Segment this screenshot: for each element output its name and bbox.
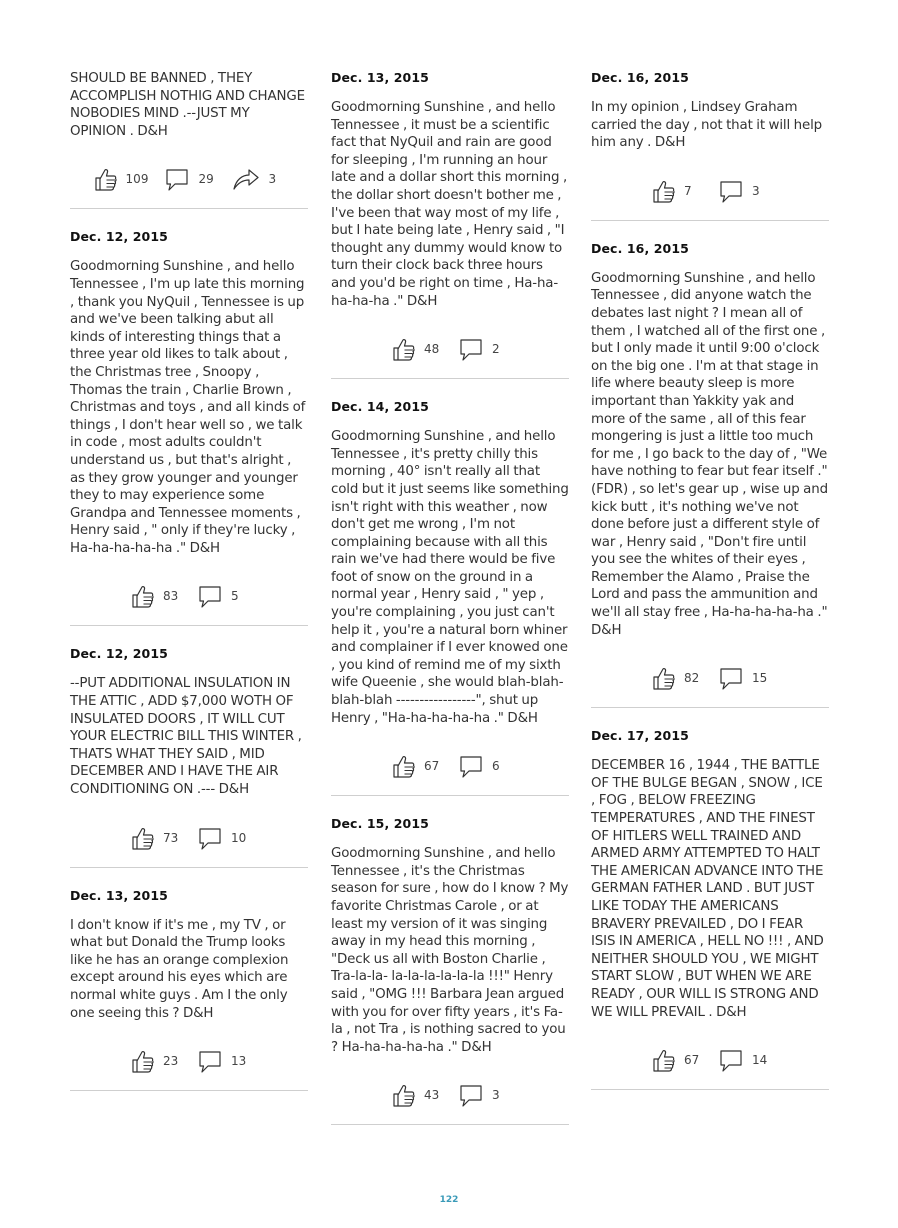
comment-count: 3	[752, 183, 760, 198]
like-count: 48	[424, 342, 440, 357]
thumbs-up-icon[interactable]	[650, 1047, 676, 1073]
thumbs-up-icon[interactable]	[390, 753, 416, 779]
divider	[70, 1090, 308, 1091]
thumbs-up-icon[interactable]	[650, 178, 676, 204]
divider	[331, 378, 569, 379]
comment-stat[interactable]	[197, 1048, 249, 1074]
comment-icon[interactable]	[197, 1048, 223, 1074]
comment-count: 2	[492, 342, 500, 357]
comment-icon[interactable]	[718, 665, 744, 691]
post-date: Dec. 14, 2015	[331, 399, 429, 415]
divider	[70, 208, 308, 209]
like-count: 7	[684, 183, 692, 198]
divider	[70, 867, 308, 868]
comment-icon[interactable]	[458, 753, 484, 779]
post-date: Dec. 13, 2015	[70, 887, 168, 903]
comment-icon[interactable]	[458, 1082, 484, 1108]
post-text: Goodmorning Sunshine , and hello Tennessee , did anyone watch the debates last night ? I mean all of them , I watched all of the first one , but I only made it until 9:00 o'clock on the big one . I'm at that stage in life where beauty sleep is more important than Yakkity yak and more of the same , all of this fear mongering is just a little too much for me , I go back to the day of , "We have nothing to fear but fear itself ."(FDR) , so let's gear up , wise up and kick butt , it's nothing we've not done before just a different style of war , Henry said , "Don't fire until you see the whites of their eyes , Remember the Alamo , Praise the Lord and pass the ammunition and we'll all stay free , Ha-ha-ha-ha-ha ." D&H	[591, 270, 832, 638]
comment-count: 14	[752, 1053, 768, 1068]
divider	[331, 795, 569, 796]
like-count: 23	[163, 1054, 179, 1069]
column-left	[70, 70, 308, 1111]
like-stat[interactable]	[92, 166, 149, 192]
share-count: 3	[268, 172, 277, 187]
comment-count: 5	[231, 589, 239, 604]
divider	[331, 1124, 569, 1125]
share-arrow-icon[interactable]	[232, 166, 260, 192]
page-number: 122	[439, 1195, 459, 1205]
comment-count: 10	[231, 830, 247, 845]
comment-stat[interactable]	[718, 178, 770, 204]
comment-count: 29	[198, 172, 214, 187]
post	[331, 816, 572, 1125]
like-count: 82	[684, 671, 700, 686]
post-date: Dec. 12, 2015	[70, 229, 168, 245]
like-stat[interactable]	[129, 825, 181, 851]
post-stats	[591, 1043, 829, 1077]
comment-stat[interactable]	[197, 825, 249, 851]
post-text: --PUT ADDITIONAL INSULATION IN THE ATTIC , ADD $7,000 WOTH OF INSULATED DOORS , IT WILL CUT YOUR ELECTRIC BILL THIS WINTER , THATS WHAT THEY SAID , MID DECEMBER AND I HAVE THE AIR CONDITIONING ON .--- D&H	[70, 676, 306, 798]
comment-count: 6	[492, 759, 500, 774]
post-stats	[331, 1078, 569, 1112]
post-text: Goodmorning Sunshine , and hello Tennessee , I'm up late this morning , thank you NyQuil , Tennessee is up and we've been talking abut all kinds of interesting things that a three year old likes to talk about , the Christmas tree , Snoopy , Thomas the train , Charlie Brown , Christmas and toys , and all kinds of things , I don't hear well so , we talk in code , most adults couldn't understand us , but that's alright , as they grow younger and younger they to may experience some Grandpa and Tennessee moments , Henry said , " only if they're lucky , Ha-ha-ha-ha-ha ." D&H	[70, 259, 309, 556]
post-text: Goodmorning Sunshine , and hello Tennessee , it must be a scientific fact that NyQuil and rain are good for sleeping , I'm running an hour late and a dollar short this morning , the dollar short doesn't bother me , I've been that way most of my life , but I hate being late , Henry said , "I thought any dummy would know to turn their clock back three hours and you'd be right on time , Ha-ha-ha-ha-ha ." D&H	[331, 100, 571, 309]
post	[591, 70, 829, 221]
like-count: 43	[424, 1088, 440, 1103]
like-count: 67	[424, 759, 440, 774]
post	[331, 70, 569, 379]
comment-icon[interactable]	[458, 336, 484, 362]
post-stats	[331, 332, 569, 366]
comment-count: 15	[752, 671, 768, 686]
comment-stat[interactable]	[718, 1047, 770, 1073]
post	[70, 229, 308, 626]
comment-stat[interactable]	[197, 583, 249, 609]
post-text: SHOULD BE BANNED , THEY ACCOMPLISH NOTHIG AND CHANGE NOBODIES MIND .--JUST MY OPINION . D&H	[70, 71, 309, 139]
thumbs-up-icon[interactable]	[390, 1082, 416, 1108]
post-text: In my opinion , Lindsey Graham carried the day , not that it will help him any . D&H	[591, 100, 826, 151]
comment-icon[interactable]	[197, 583, 223, 609]
post-stats	[591, 174, 829, 208]
thumbs-up-icon[interactable]	[92, 166, 118, 192]
post-date: Dec. 16, 2015	[591, 70, 689, 85]
like-stat[interactable]	[390, 1082, 442, 1108]
post-text: Goodmorning Sunshine , and hello Tennessee , it's the Christmas season for sure , how do I know ? My favorite Christmas Carole , or at least my version of it was singing away in my head this morning , "Deck us all with Boston Charlie , Tra-la-la- la-la-la-la-la-la !!!" Henry said , "OMG !!! Barbara Jean argued with you for over fifty years , it's Fa-la , not Tra , is nothing sacred to you ? Ha-ha-ha-ha-ha ." D&H	[331, 846, 572, 1055]
comment-stat[interactable]	[458, 1082, 510, 1108]
like-count: 73	[163, 830, 179, 845]
comment-icon[interactable]	[197, 825, 223, 851]
comment-stat[interactable]	[164, 166, 216, 192]
post	[591, 728, 829, 1090]
post-date: Dec. 15, 2015	[331, 816, 429, 832]
post-stats	[591, 661, 829, 695]
divider	[591, 707, 829, 708]
divider	[591, 220, 829, 221]
like-stat[interactable]	[390, 336, 442, 362]
post-date: Dec. 16, 2015	[591, 240, 689, 256]
comment-icon[interactable]	[164, 166, 190, 192]
thumbs-up-icon[interactable]	[129, 1048, 155, 1074]
like-stat[interactable]	[650, 1047, 702, 1073]
column-middle	[331, 70, 573, 1145]
like-stat[interactable]	[650, 665, 702, 691]
comment-count: 3	[492, 1088, 500, 1103]
post-text: I don't know if it's me , my TV , or what but Donald the Trump looks like he has an orange complexion except around his eyes which are normal white guys . Am I the only one seeing this ? D&H	[70, 917, 292, 1021]
post-stats	[331, 749, 569, 783]
post-text: Goodmorning Sunshine , and hello Tennessee , it's pretty chilly this morning , 40° isn't really all that cold but it just seems like something isn't right with this weather , now don't get me wrong , I'm not complaining because with all this rain we've had there would be five foot of snow on the ground in a normal year , Henry said , " yep , you're complaining , you just can't help it , you're a natural born whiner and complainer if I ever knowed one , you kind of remind me of my sixth wife Queenie , she would blah-blah-blah-blah -----------------", shut up Henry , "Ha-ha-ha-ha-ha ." D&H	[331, 429, 573, 726]
like-stat[interactable]	[129, 583, 181, 609]
post-date: Dec. 13, 2015	[331, 70, 429, 85]
comment-icon[interactable]	[718, 1047, 744, 1073]
like-stat[interactable]	[129, 1048, 181, 1074]
post-stats	[70, 1044, 308, 1078]
comment-count: 13	[231, 1054, 247, 1069]
like-stat[interactable]	[390, 753, 442, 779]
post	[70, 646, 308, 867]
post	[70, 888, 308, 1092]
like-stat[interactable]	[650, 178, 702, 204]
thumbs-up-icon[interactable]	[650, 665, 676, 691]
comment-icon[interactable]	[718, 178, 744, 204]
comment-stat[interactable]	[458, 753, 510, 779]
post	[331, 399, 573, 796]
like-count: 83	[163, 589, 179, 604]
share-stat[interactable]	[232, 166, 286, 192]
post	[70, 70, 308, 209]
comment-stat[interactable]	[458, 336, 510, 362]
thumbs-up-icon[interactable]	[129, 583, 155, 609]
post-text: DECEMBER 16 , 1944 , THE BATTLE OF THE BULGE BEGAN , SNOW , ICE , FOG , BELOW FREEZING TEMPERATURES , AND THE FINEST OF HITLERS WELL TRAINED AND ARMED ARMY ATTEMPTED TO HALT THE AMERICAN ADVANCE INTO THE GERMAN FATHER LAND . BUT JUST LIKE TODAY THE AMERICANS BRAVERY PREVAILED , DO I FEAR ISIS IN AMERICA , HELL NO !!! , AND NEITHER SHOULD YOU , WE MIGHT START SLOW , BUT WHEN WE ARE READY , OUR WILL IS STRONG AND WE WILL PREVAIL . D&H	[591, 758, 828, 1020]
column-right	[591, 70, 832, 1110]
post-stats	[70, 579, 308, 613]
thumbs-up-icon[interactable]	[129, 825, 155, 851]
thumbs-up-icon[interactable]	[390, 336, 416, 362]
divider	[70, 625, 308, 626]
post-date: Dec. 17, 2015	[591, 728, 689, 744]
post-stats	[70, 162, 308, 196]
post-date: Dec. 12, 2015	[70, 646, 168, 662]
post-stats	[70, 821, 308, 855]
divider	[591, 1089, 829, 1090]
like-count: 109	[125, 172, 149, 187]
comment-stat[interactable]	[718, 665, 770, 691]
like-count: 67	[684, 1053, 700, 1068]
post	[591, 240, 832, 708]
